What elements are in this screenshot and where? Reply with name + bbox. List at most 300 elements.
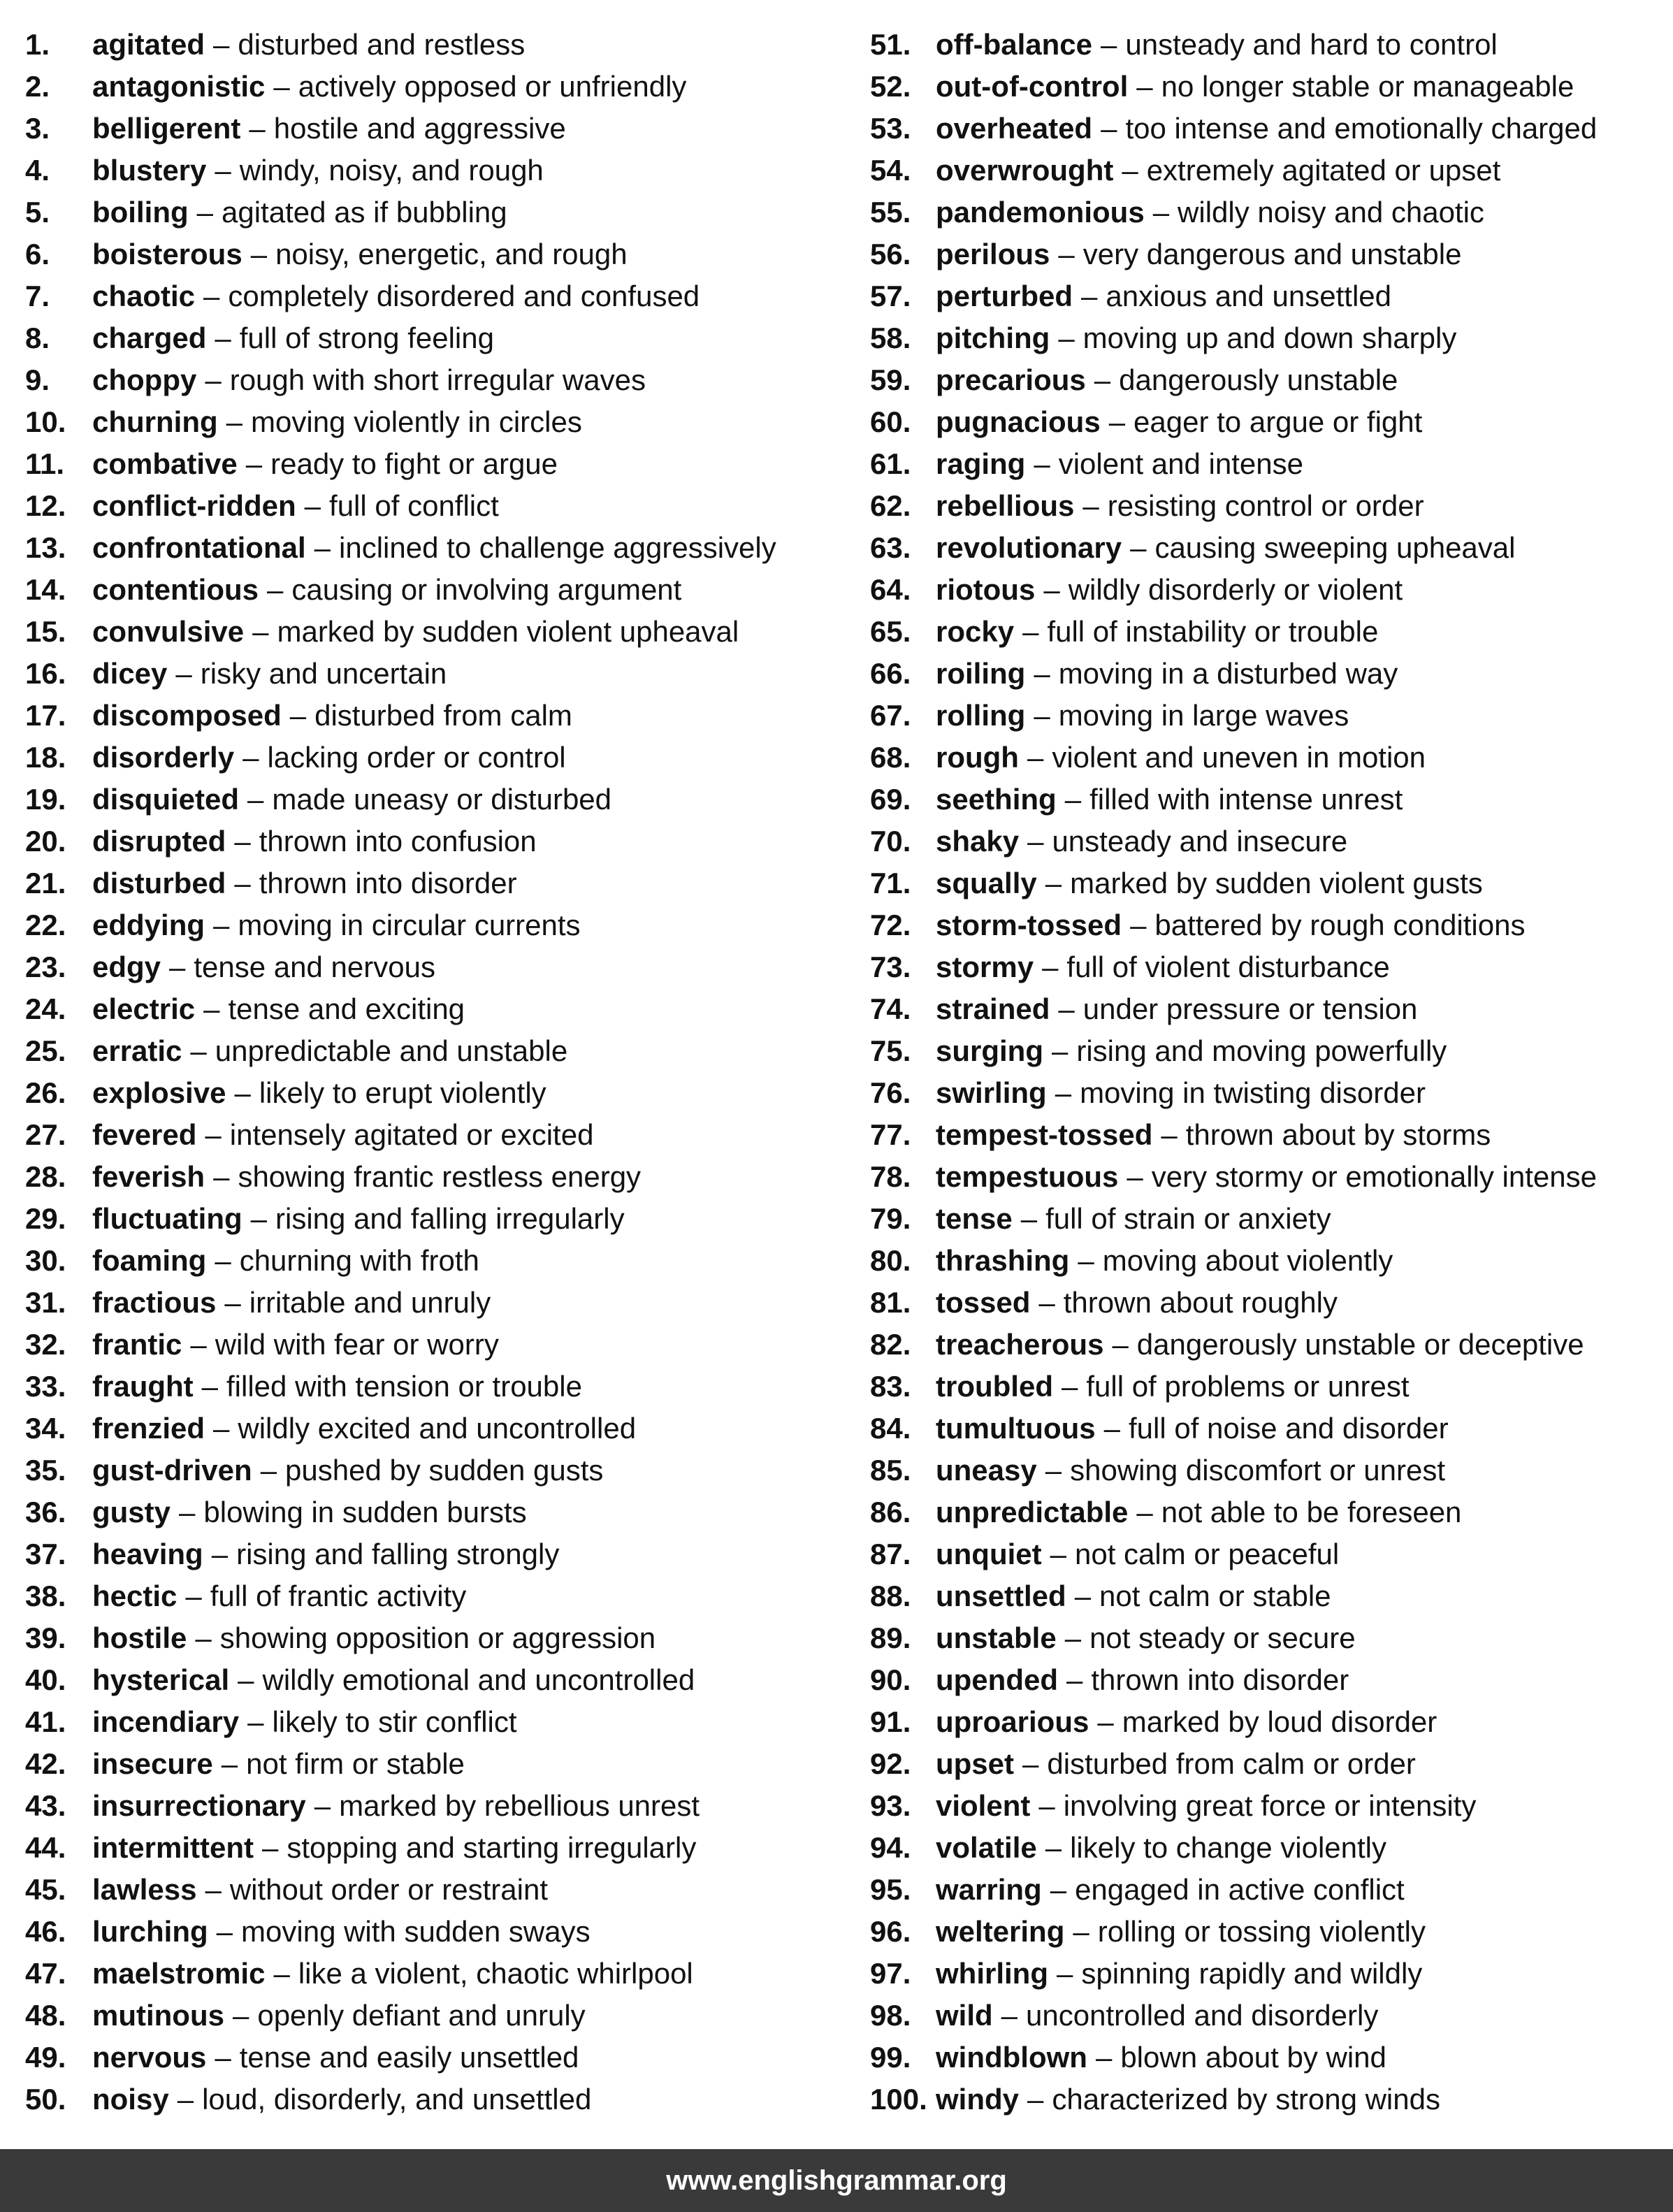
- item-number: 99.: [870, 2041, 911, 2074]
- item-separator: –: [196, 196, 213, 229]
- item-separator: –: [213, 909, 230, 941]
- item-separator: –: [1127, 1160, 1143, 1193]
- item-separator: –: [1034, 657, 1050, 690]
- list-item: [25, 1198, 850, 1240]
- item-number: 76.: [870, 1076, 911, 1109]
- item-definition: wildly emotional and uncontrolled: [262, 1663, 695, 1696]
- item-definition: risky and uncertain: [200, 657, 447, 690]
- item-word: eddying: [92, 909, 205, 941]
- item-number: 54.: [870, 154, 911, 187]
- item-number: 26.: [25, 1076, 66, 1109]
- list-item: [870, 569, 1660, 611]
- list-item: [870, 653, 1660, 695]
- item-word: contentious: [92, 573, 259, 606]
- item-separator: –: [1020, 1202, 1038, 1235]
- item-number: 15.: [25, 615, 66, 648]
- item-definition: moving in a disturbed way: [1058, 657, 1398, 690]
- item-definition: likely to erupt violently: [259, 1076, 546, 1109]
- item-definition: full of frantic activity: [210, 1580, 467, 1612]
- list-item: [870, 737, 1660, 779]
- item-word: gust-driven: [92, 1454, 252, 1487]
- item-separator: –: [1057, 1957, 1073, 1990]
- item-word: frantic: [92, 1328, 182, 1361]
- list-item: [870, 862, 1660, 904]
- item-definition: wildly excited and uncontrolled: [238, 1412, 637, 1445]
- list-item: [870, 108, 1660, 150]
- list-item: [25, 317, 850, 359]
- item-number: 85.: [870, 1454, 911, 1487]
- item-definition: filled with intense unrest: [1089, 783, 1403, 816]
- item-number: 52.: [870, 70, 911, 103]
- item-word: swirling: [936, 1076, 1047, 1109]
- item-separator: –: [1101, 28, 1117, 61]
- item-separator: –: [203, 992, 220, 1025]
- item-definition: battered by rough conditions: [1154, 909, 1526, 941]
- item-number: 45.: [25, 1873, 66, 1906]
- item-separator: –: [1122, 154, 1138, 187]
- item-separator: –: [1050, 1538, 1066, 1570]
- item-word: chaotic: [92, 280, 196, 312]
- list-item: [870, 1240, 1660, 1282]
- list-item: [25, 1240, 850, 1282]
- item-number: 21.: [25, 867, 66, 899]
- item-word: pitching: [936, 321, 1050, 354]
- item-word: uproarious: [936, 1705, 1089, 1738]
- item-separator: –: [1058, 992, 1075, 1025]
- item-separator: –: [203, 280, 220, 312]
- item-word: storm-tossed: [936, 909, 1122, 941]
- item-word: blustery: [92, 154, 207, 187]
- item-separator: –: [273, 1957, 290, 1990]
- item-word: maelstromic: [92, 1957, 266, 1990]
- list-item: [870, 988, 1660, 1030]
- item-definition: full of strain or anxiety: [1045, 1202, 1331, 1235]
- item-word: troubled: [936, 1370, 1053, 1403]
- list-item: [25, 1491, 850, 1533]
- item-definition: not steady or secure: [1089, 1621, 1356, 1654]
- item-word: perturbed: [936, 280, 1073, 312]
- item-definition: completely disordered and confused: [228, 280, 700, 312]
- item-number: 43.: [25, 1789, 66, 1822]
- item-separator: –: [224, 1286, 241, 1319]
- item-number: 100.: [870, 2083, 927, 2116]
- item-number: 78.: [870, 1160, 911, 1193]
- item-number: 80.: [870, 1244, 911, 1277]
- item-definition: rolling or tossing violently: [1097, 1915, 1426, 1948]
- list-item: [870, 1282, 1660, 1324]
- item-definition: tense and nervous: [194, 950, 435, 983]
- item-definition: openly defiant and unruly: [257, 1999, 586, 2032]
- list-item: [25, 1282, 850, 1324]
- item-definition: not calm or stable: [1099, 1580, 1331, 1612]
- item-definition: full of strong feeling: [239, 321, 494, 354]
- item-separator: –: [232, 1999, 249, 2032]
- item-word: out-of-control: [936, 70, 1129, 103]
- list-item: [870, 2037, 1660, 2079]
- list-item: [25, 695, 850, 737]
- list-item: [870, 401, 1660, 443]
- item-word: precarious: [936, 363, 1086, 396]
- item-number: 73.: [870, 950, 911, 983]
- item-definition: dangerously unstable: [1119, 363, 1398, 396]
- item-number: 36.: [25, 1496, 66, 1528]
- item-word: whirling: [936, 1957, 1048, 1990]
- item-separator: –: [234, 1076, 251, 1109]
- item-separator: –: [213, 1160, 230, 1193]
- item-word: tossed: [936, 1286, 1031, 1319]
- item-definition: wild with fear or worry: [215, 1328, 499, 1361]
- item-separator: –: [1055, 1076, 1072, 1109]
- item-word: fraught: [92, 1370, 194, 1403]
- item-definition: full of problems or unrest: [1086, 1370, 1410, 1403]
- list-item: [25, 779, 850, 821]
- item-word: gusty: [92, 1496, 171, 1528]
- item-word: boiling: [92, 196, 189, 229]
- item-number: 70.: [870, 825, 911, 858]
- list-item: [870, 821, 1660, 862]
- item-definition: hostile and aggressive: [273, 112, 566, 145]
- item-word: intermittent: [92, 1831, 254, 1864]
- item-definition: windy, noisy, and rough: [239, 154, 544, 187]
- item-number: 74.: [870, 992, 911, 1025]
- item-definition: eager to argue or fight: [1134, 405, 1423, 438]
- item-word: unquiet: [936, 1538, 1042, 1570]
- item-number: 67.: [870, 699, 911, 732]
- item-word: hostile: [92, 1621, 187, 1654]
- item-number: 55.: [870, 196, 911, 229]
- item-number: 49.: [25, 2041, 66, 2074]
- list-item: [25, 988, 850, 1030]
- item-separator: –: [1027, 2083, 1044, 2116]
- item-separator: –: [190, 1328, 207, 1361]
- list-item: [870, 1617, 1660, 1659]
- list-item: [25, 1156, 850, 1198]
- list-item: [25, 1953, 850, 1995]
- item-number: 44.: [25, 1831, 66, 1864]
- item-definition: full of noise and disorder: [1128, 1412, 1449, 1445]
- list-item: [870, 1953, 1660, 1995]
- item-number: 31.: [25, 1286, 66, 1319]
- item-word: electric: [92, 992, 196, 1025]
- item-definition: rising and moving powerfully: [1076, 1034, 1447, 1067]
- list-item: [25, 1408, 850, 1450]
- list-item: [25, 2079, 850, 2120]
- list-item: [870, 611, 1660, 653]
- item-word: disrupted: [92, 825, 226, 858]
- list-item: [870, 1659, 1660, 1701]
- item-separator: –: [234, 867, 251, 899]
- item-number: 50.: [25, 2083, 66, 2116]
- item-number: 11.: [25, 447, 65, 480]
- item-definition: filled with tension or trouble: [226, 1370, 582, 1403]
- item-word: pugnacious: [936, 405, 1101, 438]
- list-item: [25, 1533, 850, 1575]
- item-number: 1.: [25, 28, 50, 61]
- list-item: [25, 653, 850, 695]
- item-number: 89.: [870, 1621, 911, 1654]
- list-item: [25, 862, 850, 904]
- list-item: [25, 2037, 850, 2079]
- item-separator: –: [205, 363, 222, 396]
- item-word: shaky: [936, 825, 1020, 858]
- item-definition: moving in large waves: [1058, 699, 1349, 732]
- item-separator: –: [314, 1789, 331, 1822]
- item-number: 58.: [870, 321, 911, 354]
- list-item: [25, 569, 850, 611]
- item-word: tense: [936, 1202, 1013, 1235]
- item-definition: thrown about by storms: [1185, 1118, 1491, 1151]
- item-definition: made uneasy or disturbed: [272, 783, 612, 816]
- item-separator: –: [1050, 1873, 1067, 1906]
- list-item: [870, 66, 1660, 108]
- item-separator: –: [175, 657, 192, 690]
- item-separator: –: [179, 1496, 196, 1528]
- item-separator: –: [1112, 1328, 1129, 1361]
- item-word: raging: [936, 447, 1026, 480]
- item-definition: moving violently in circles: [251, 405, 582, 438]
- item-separator: –: [1042, 950, 1059, 983]
- item-number: 10.: [25, 405, 66, 438]
- item-separator: –: [234, 825, 251, 858]
- item-separator: –: [260, 1454, 277, 1487]
- item-number: 72.: [870, 909, 911, 941]
- item-word: nervous: [92, 2041, 207, 2074]
- item-definition: not calm or peaceful: [1075, 1538, 1340, 1570]
- item-word: belligerent: [92, 112, 241, 145]
- list-item: [870, 1072, 1660, 1114]
- item-separator: –: [1081, 280, 1098, 312]
- item-separator: –: [238, 1663, 254, 1696]
- item-word: unpredictable: [936, 1496, 1129, 1528]
- item-definition: thrown into disorder: [259, 867, 517, 899]
- item-definition: showing frantic restless energy: [238, 1160, 642, 1193]
- item-number: 22.: [25, 909, 66, 941]
- list-item: [25, 821, 850, 862]
- item-separator: –: [205, 1873, 222, 1906]
- item-definition: lacking order or control: [267, 741, 566, 774]
- item-word: overheated: [936, 112, 1093, 145]
- item-separator: –: [242, 741, 259, 774]
- item-definition: extremely agitated or upset: [1146, 154, 1501, 187]
- item-word: dicey: [92, 657, 168, 690]
- item-separator: –: [1073, 1915, 1089, 1948]
- item-number: 96.: [870, 1915, 911, 1948]
- item-definition: tense and easily unsettled: [239, 2041, 579, 2074]
- item-definition: moving in circular currents: [238, 909, 581, 941]
- item-separator: –: [201, 1370, 219, 1403]
- item-separator: –: [1082, 489, 1099, 522]
- list-item: [870, 1030, 1660, 1072]
- item-number: 83.: [870, 1370, 911, 1403]
- list-item: [25, 66, 850, 108]
- item-number: 20.: [25, 825, 66, 858]
- item-number: 27.: [25, 1118, 66, 1151]
- item-number: 25.: [25, 1034, 66, 1067]
- item-word: convulsive: [92, 615, 245, 648]
- list-item: [870, 1366, 1660, 1408]
- footer-url[interactable]: www.englishgrammar.org: [666, 2164, 1007, 2196]
- item-word: treacherous: [936, 1328, 1104, 1361]
- item-definition: dangerously unstable or deceptive: [1136, 1328, 1584, 1361]
- item-number: 47.: [25, 1957, 66, 1990]
- item-definition: violent and uneven in motion: [1052, 741, 1426, 774]
- item-definition: wildly noisy and chaotic: [1178, 196, 1484, 229]
- item-word: off-balance: [936, 28, 1093, 61]
- item-separator: –: [177, 2083, 194, 2116]
- item-number: 23.: [25, 950, 66, 983]
- item-definition: full of instability or trouble: [1047, 615, 1379, 648]
- item-number: 12.: [25, 489, 66, 522]
- item-definition: engaged in active conflict: [1075, 1873, 1405, 1906]
- item-number: 82.: [870, 1328, 911, 1361]
- list-item: [25, 904, 850, 946]
- item-number: 14.: [25, 573, 66, 606]
- item-word: lawless: [92, 1873, 197, 1906]
- list-item: [870, 1827, 1660, 1869]
- item-number: 8.: [25, 321, 50, 354]
- item-word: churning: [92, 405, 218, 438]
- item-word: rolling: [936, 699, 1026, 732]
- item-word: discomposed: [92, 699, 282, 732]
- item-word: pandemonious: [936, 196, 1145, 229]
- item-separator: –: [185, 1580, 202, 1612]
- item-word: warring: [936, 1873, 1042, 1906]
- item-separator: –: [1094, 363, 1111, 396]
- item-separator: –: [1045, 1831, 1062, 1864]
- item-number: 38.: [25, 1580, 66, 1612]
- item-number: 98.: [870, 1999, 911, 2032]
- item-word: uneasy: [936, 1454, 1037, 1487]
- item-separator: –: [226, 405, 243, 438]
- item-definition: pushed by sudden gusts: [285, 1454, 604, 1487]
- item-separator: –: [1097, 1705, 1114, 1738]
- item-number: 57.: [870, 280, 911, 312]
- item-definition: ready to fight or argue: [270, 447, 558, 480]
- item-number: 13.: [25, 531, 66, 564]
- item-number: 77.: [870, 1118, 911, 1151]
- item-separator: –: [273, 70, 290, 103]
- item-separator: –: [1136, 70, 1153, 103]
- item-word: incendiary: [92, 1705, 240, 1738]
- list-item: [25, 1114, 850, 1156]
- item-separator: –: [1001, 1999, 1018, 2032]
- item-word: antagonistic: [92, 70, 266, 103]
- list-item: [870, 1911, 1660, 1953]
- item-definition: blowing in sudden bursts: [203, 1496, 527, 1528]
- item-definition: violent and intense: [1058, 447, 1303, 480]
- item-separator: –: [221, 1747, 238, 1780]
- item-separator: –: [247, 783, 264, 816]
- item-definition: inclined to challenge aggressively: [339, 531, 776, 564]
- item-definition: irritable and unruly: [249, 1286, 491, 1319]
- list-item: [870, 233, 1660, 275]
- item-separator: –: [245, 447, 263, 480]
- item-definition: no longer stable or manageable: [1161, 70, 1574, 103]
- item-word: disturbed: [92, 867, 226, 899]
- list-item: [25, 1366, 850, 1408]
- item-separator: –: [190, 1034, 207, 1067]
- item-definition: rising and falling strongly: [236, 1538, 560, 1570]
- item-separator: –: [1161, 1118, 1178, 1151]
- item-number: 29.: [25, 1202, 66, 1235]
- item-number: 46.: [25, 1915, 66, 1948]
- item-word: foaming: [92, 1244, 207, 1277]
- item-definition: unpredictable and unstable: [215, 1034, 568, 1067]
- item-number: 87.: [870, 1538, 911, 1570]
- list-item: [25, 108, 850, 150]
- item-definition: rising and falling irregularly: [275, 1202, 625, 1235]
- item-definition: churning with froth: [239, 1244, 479, 1277]
- item-definition: moving with sudden sways: [241, 1915, 591, 1948]
- item-number: 2.: [25, 70, 50, 103]
- list-item: [870, 485, 1660, 527]
- item-word: choppy: [92, 363, 197, 396]
- item-definition: like a violent, chaotic whirlpool: [298, 1957, 693, 1990]
- item-number: 9.: [25, 363, 50, 396]
- item-number: 59.: [870, 363, 911, 396]
- item-definition: under pressure or tension: [1082, 992, 1418, 1025]
- item-number: 3.: [25, 112, 50, 145]
- item-number: 64.: [870, 573, 911, 606]
- item-number: 41.: [25, 1705, 66, 1738]
- item-definition: not firm or stable: [246, 1747, 465, 1780]
- list-item: [870, 1198, 1660, 1240]
- item-word: charged: [92, 321, 207, 354]
- item-definition: disturbed from calm: [314, 699, 572, 732]
- list-item: [25, 401, 850, 443]
- item-separator: –: [247, 1705, 264, 1738]
- list-item: [25, 359, 850, 401]
- item-word: volatile: [936, 1831, 1037, 1864]
- item-separator: –: [249, 112, 266, 145]
- item-word: squally: [936, 867, 1037, 899]
- item-definition: resisting control or order: [1107, 489, 1424, 522]
- item-number: 5.: [25, 196, 50, 229]
- list-item: [870, 1743, 1660, 1785]
- list-item: [25, 150, 850, 191]
- item-definition: marked by rebellious unrest: [339, 1789, 700, 1822]
- item-separator: –: [215, 321, 231, 354]
- item-separator: –: [1034, 447, 1050, 480]
- list-item: [870, 443, 1660, 485]
- item-word: thrashing: [936, 1244, 1070, 1277]
- list-item: [870, 150, 1660, 191]
- item-separator: –: [289, 699, 307, 732]
- item-definition: actively opposed or unfriendly: [298, 70, 687, 103]
- item-number: 34.: [25, 1412, 66, 1445]
- item-definition: involving great force or intensity: [1063, 1789, 1477, 1822]
- item-word: tempestuous: [936, 1160, 1119, 1193]
- item-definition: not able to be foreseen: [1161, 1496, 1462, 1528]
- item-word: revolutionary: [936, 531, 1122, 564]
- item-word: confrontational: [92, 531, 306, 564]
- item-number: 16.: [25, 657, 66, 690]
- item-separator: –: [1022, 615, 1039, 648]
- item-separator: –: [1038, 1286, 1055, 1319]
- item-number: 65.: [870, 615, 911, 648]
- item-number: 61.: [870, 447, 911, 480]
- item-word: boisterous: [92, 238, 242, 270]
- item-definition: causing or involving argument: [291, 573, 682, 606]
- item-separator: –: [1027, 741, 1044, 774]
- item-definition: spinning rapidly and wildly: [1081, 1957, 1423, 1990]
- item-separator: –: [1130, 909, 1147, 941]
- item-word: agitated: [92, 28, 205, 61]
- item-number: 88.: [870, 1580, 911, 1612]
- item-number: 97.: [870, 1957, 911, 1990]
- item-definition: likely to stir conflict: [272, 1705, 517, 1738]
- item-definition: wildly disorderly or violent: [1068, 573, 1403, 606]
